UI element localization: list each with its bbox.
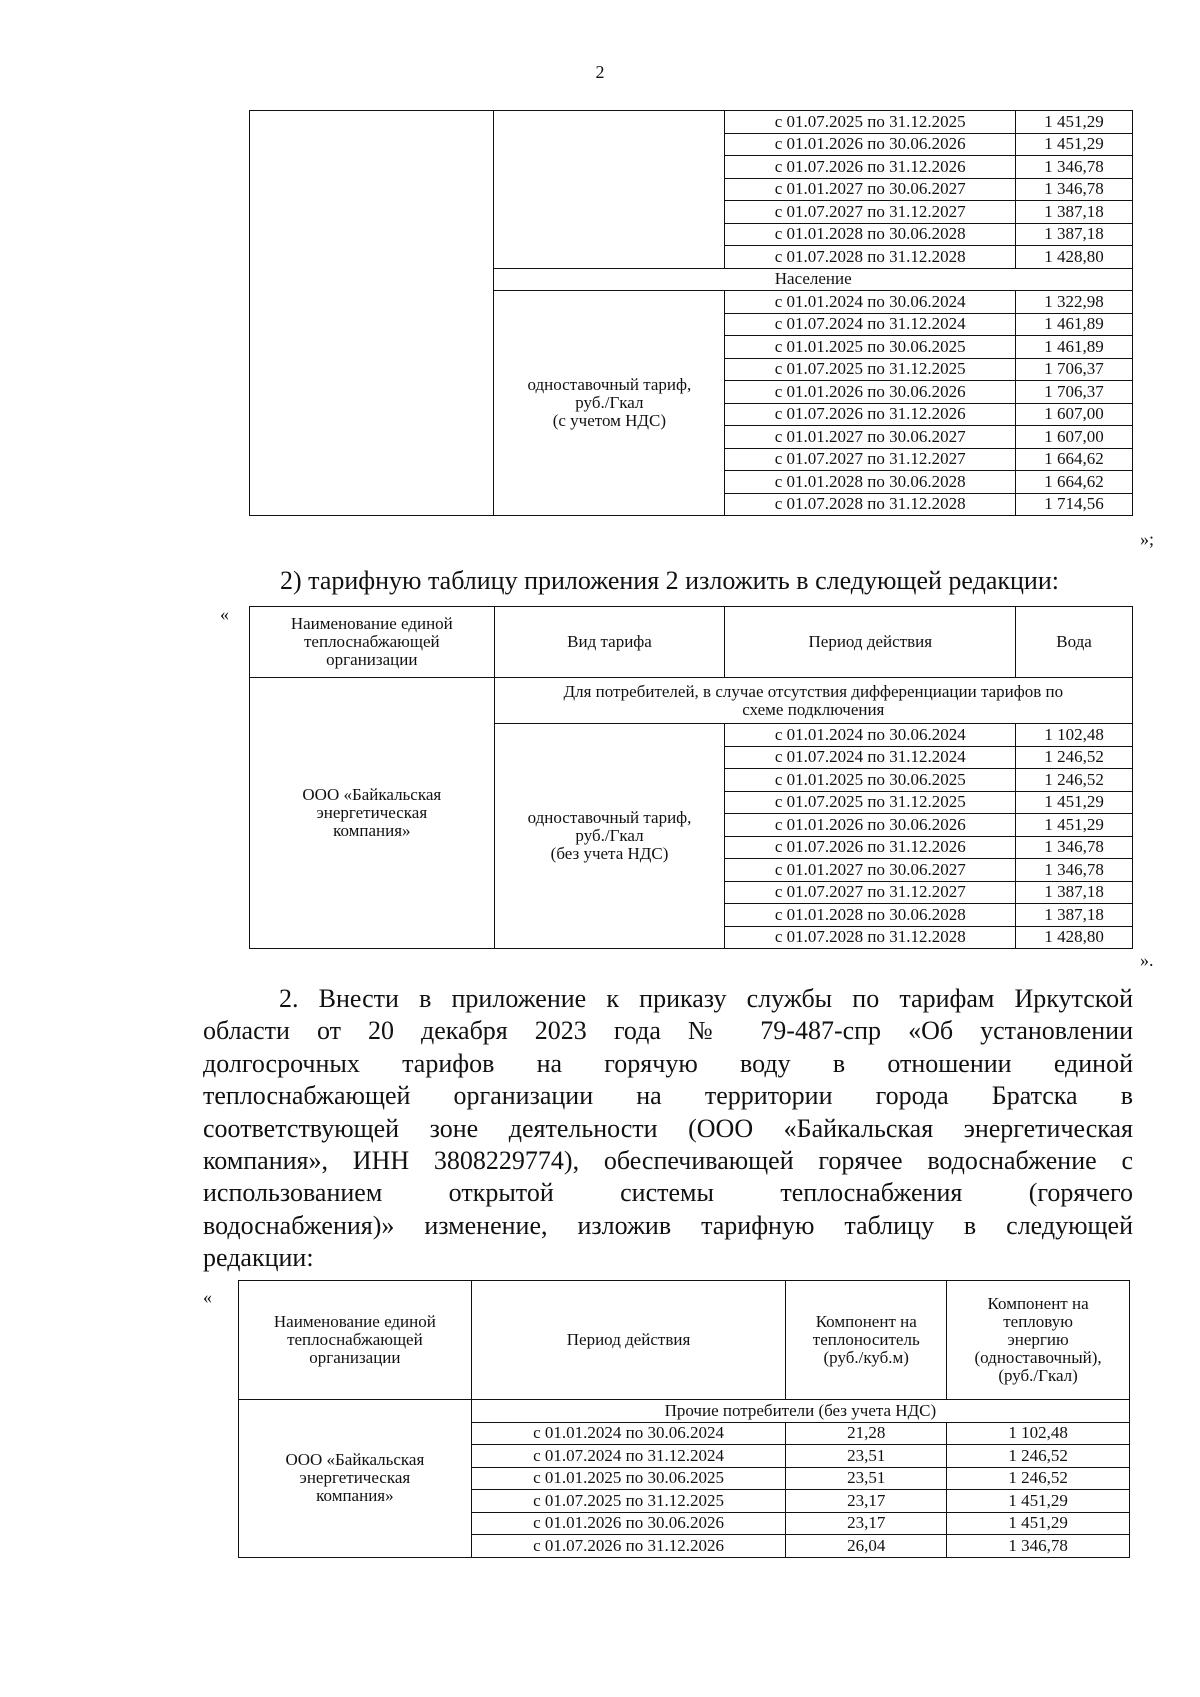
value-cell: 1 607,00: [1016, 403, 1133, 426]
tariff-type-cell: [494, 724, 725, 949]
value-cell: 1 346,78: [1016, 156, 1133, 179]
table-row: [250, 111, 1133, 134]
period-cell: с 01.01.2025 по 30.06.2025: [725, 336, 1016, 359]
table1-close-mark: »;: [1140, 529, 1155, 549]
paragraph-line: соответствующей зоне деятельности (ООО «Байкальская энергетическая: [203, 1113, 1133, 1143]
text-line: ООО «Байкальская: [302, 785, 442, 805]
value-cell: 1 451,29: [1016, 111, 1133, 134]
text-line: энергию: [1007, 1330, 1069, 1350]
period-cell: с 01.01.2025 по 30.06.2025: [725, 769, 1016, 792]
period-cell: с 01.01.2025 по 30.06.2025: [471, 1467, 786, 1490]
header-energy: [947, 1281, 1130, 1400]
text-line: (с учетом НДС): [552, 410, 667, 430]
energy-cell: 1 246,52: [947, 1445, 1130, 1468]
text-line: (руб./Гкал): [998, 1365, 1078, 1385]
period-cell: с 01.07.2024 по 31.12.2024: [725, 313, 1016, 336]
period-cell: с 01.01.2027 по 30.06.2027: [725, 859, 1016, 882]
tariff-table-2: [249, 606, 1133, 949]
text-line: теплоснабжающей: [304, 632, 440, 652]
text-line: Наименование единой: [290, 614, 453, 634]
text-line: организации: [326, 649, 418, 669]
point2-paragraph: [203, 983, 1133, 1275]
period-cell: с 01.01.2028 по 30.06.2028: [725, 471, 1016, 494]
value-cell: 1 461,89: [1016, 313, 1133, 336]
text-line: (руб./куб.м): [823, 1347, 909, 1367]
segment-row: [239, 1400, 1130, 1423]
value-cell: 1 706,37: [1016, 358, 1133, 381]
value-cell: 1 346,78: [1016, 859, 1133, 882]
value-cell: 1 664,62: [1016, 471, 1133, 494]
text-line: теплоснабжающей: [287, 1330, 423, 1350]
value-cell: 1 322,98: [1016, 291, 1133, 314]
period-cell: с 01.07.2026 по 31.12.2026: [725, 156, 1016, 179]
value-cell: 1 451,29: [1016, 814, 1133, 837]
paragraph-line: использованием открытой системы теплоснабжения (горячего: [203, 1178, 1133, 1208]
period-cell: с 01.07.2025 по 31.12.2025: [471, 1490, 786, 1513]
page-number: 2: [595, 62, 605, 82]
value-cell: 1 451,29: [1016, 133, 1133, 156]
value-cell: 1 714,56: [1016, 493, 1133, 516]
value-cell: 1 706,37: [1016, 381, 1133, 404]
header-org: [250, 607, 495, 678]
paragraph-line: 2. Внести в приложение к приказу службы по тарифам Иркутской: [279, 984, 1133, 1013]
tariff-type-cell: [494, 111, 725, 269]
text-line: руб./Гкал: [575, 826, 644, 846]
carrier-cell: 23,51: [786, 1445, 947, 1468]
value-cell: 1 246,52: [1016, 769, 1133, 792]
tariff-table-3: [238, 1280, 1130, 1558]
period-cell: с 01.07.2027 по 31.12.2027: [725, 881, 1016, 904]
segment-label: Прочие потребители (без учета НДС): [471, 1400, 1129, 1423]
header-value: Вода: [1016, 607, 1133, 678]
value-cell: 1 346,78: [1016, 836, 1133, 859]
period-cell: с 01.01.2026 по 30.06.2026: [725, 381, 1016, 404]
tariff-type-cell: [494, 291, 725, 516]
text-line: теплоноситель: [812, 1330, 920, 1350]
period-cell: с 01.01.2027 по 30.06.2027: [725, 426, 1016, 449]
text-line: схеме подключения: [742, 699, 885, 719]
paragraph-line: теплоснабжающей организации на территории города Братска в: [203, 1081, 1133, 1111]
period-cell: с 01.07.2026 по 31.12.2026: [725, 836, 1016, 859]
text-line: энергетическая: [316, 803, 428, 823]
carrier-cell: 21,28: [786, 1422, 947, 1445]
value-cell: 1 461,89: [1016, 336, 1133, 359]
value-cell: 1 451,29: [1016, 791, 1133, 814]
carrier-cell: 23,51: [786, 1467, 947, 1490]
period-cell: с 01.07.2028 по 31.12.2028: [725, 493, 1016, 516]
period-cell: с 01.01.2026 по 30.06.2026: [725, 814, 1016, 837]
segment-row: [250, 678, 1133, 724]
tariff-table-1: [249, 110, 1133, 516]
period-cell: с 01.07.2024 по 31.12.2024: [725, 746, 1016, 769]
text-line: компания»: [333, 820, 411, 840]
period-cell: с 01.01.2028 по 30.06.2028: [725, 223, 1016, 246]
period-cell: с 01.01.2026 по 30.06.2026: [725, 133, 1016, 156]
text-line: Компонент на: [815, 1312, 917, 1332]
text-line: Компонент на: [987, 1294, 1089, 1314]
text-line: Для потребителей, в случае отсутствия дифференциации тарифов по: [563, 681, 1064, 701]
carrier-cell: 23,17: [786, 1490, 947, 1513]
value-cell: 1 664,62: [1016, 448, 1133, 471]
table2-close-mark: ».: [1140, 950, 1154, 970]
text-line: Наименование единой: [273, 1312, 436, 1332]
period-cell: с 01.07.2027 по 31.12.2027: [725, 448, 1016, 471]
paragraph-line: компания», ИНН 3808229774), обеспечивающей горячее водоснабжение с: [203, 1146, 1133, 1176]
paragraph-line: долгосрочных тарифов на горячую воду в отношении единой: [203, 1048, 1133, 1078]
table2-open-mark: «: [220, 604, 229, 624]
header-period: Период действия: [471, 1281, 786, 1400]
segment-label: [494, 678, 1132, 724]
period-cell: с 01.01.2024 по 30.06.2024: [471, 1422, 786, 1445]
period-cell: с 01.01.2024 по 30.06.2024: [725, 724, 1016, 747]
period-cell: с 01.07.2026 по 31.12.2026: [725, 403, 1016, 426]
period-cell: с 01.07.2025 по 31.12.2025: [725, 791, 1016, 814]
text-line: ООО «Байкальская: [285, 1450, 425, 1470]
value-cell: 1 607,00: [1016, 426, 1133, 449]
value-cell: 1 387,18: [1016, 881, 1133, 904]
energy-cell: 1 346,78: [947, 1535, 1130, 1558]
value-cell: 1 428,80: [1016, 926, 1133, 949]
carrier-cell: 26,04: [786, 1535, 947, 1558]
header-carrier: [786, 1281, 947, 1400]
value-cell: 1 346,78: [1016, 178, 1133, 201]
period-cell: с 01.07.2028 по 31.12.2028: [725, 246, 1016, 269]
header-org: [239, 1281, 472, 1400]
header-row: [250, 607, 1133, 678]
period-cell: с 01.07.2024 по 31.12.2024: [471, 1445, 786, 1468]
text-line: компания»: [316, 1486, 394, 1506]
period-cell: с 01.07.2028 по 31.12.2028: [725, 926, 1016, 949]
period-cell: с 01.07.2026 по 31.12.2026: [471, 1535, 786, 1558]
period-cell: с 01.07.2027 по 31.12.2027: [725, 201, 1016, 224]
value-cell: 1 246,52: [1016, 746, 1133, 769]
table3-open-mark: «: [203, 1287, 212, 1307]
energy-cell: 1 102,48: [947, 1422, 1130, 1445]
item2-heading: 2) тарифную таблицу приложения 2 изложить в следующей редакции:: [280, 566, 1059, 595]
text-line: одноставочный тариф,: [527, 808, 692, 828]
period-cell: с 01.01.2026 по 30.06.2026: [471, 1512, 786, 1535]
energy-cell: 1 451,29: [947, 1490, 1130, 1513]
org-name-cell: [250, 678, 495, 949]
value-cell: 1 387,18: [1016, 904, 1133, 927]
text-line: (одноставочный),: [974, 1347, 1102, 1367]
text-line: (без учета НДС): [550, 843, 669, 863]
period-cell: с 01.01.2024 по 30.06.2024: [725, 291, 1016, 314]
value-cell: 1 102,48: [1016, 724, 1133, 747]
paragraph-line: редакции:: [203, 1243, 314, 1273]
period-cell: с 01.01.2027 по 30.06.2027: [725, 178, 1016, 201]
energy-cell: 1 451,29: [947, 1512, 1130, 1535]
header-tariff-type: Вид тарифа: [494, 607, 725, 678]
period-cell: с 01.07.2025 по 31.12.2025: [725, 358, 1016, 381]
header-period: Период действия: [725, 607, 1016, 678]
org-name-cell: [239, 1400, 472, 1558]
energy-cell: 1 246,52: [947, 1467, 1130, 1490]
text-line: организации: [309, 1347, 401, 1367]
carrier-cell: 23,17: [786, 1512, 947, 1535]
period-cell: с 01.01.2028 по 30.06.2028: [725, 904, 1016, 927]
period-cell: с 01.07.2025 по 31.12.2025: [725, 111, 1016, 134]
text-line: тепловую: [1003, 1312, 1073, 1332]
value-cell: 1 428,80: [1016, 246, 1133, 269]
text-line: энергетическая: [299, 1468, 411, 1488]
header-row: [239, 1281, 1130, 1400]
paragraph-line: водоснабжения)» изменение, изложив тарифную таблицу в следующей: [203, 1210, 1133, 1240]
segment-label: Население: [494, 268, 1133, 291]
value-cell: 1 387,18: [1016, 223, 1133, 246]
text-line: руб./Гкал: [575, 393, 644, 413]
text-line: одноставочный тариф,: [527, 375, 692, 395]
value-cell: 1 387,18: [1016, 201, 1133, 224]
org-cell: [250, 111, 494, 516]
paragraph-line: области от 20 декабря 2023 года № 79-487-спр «Об установлении: [203, 1016, 1133, 1046]
